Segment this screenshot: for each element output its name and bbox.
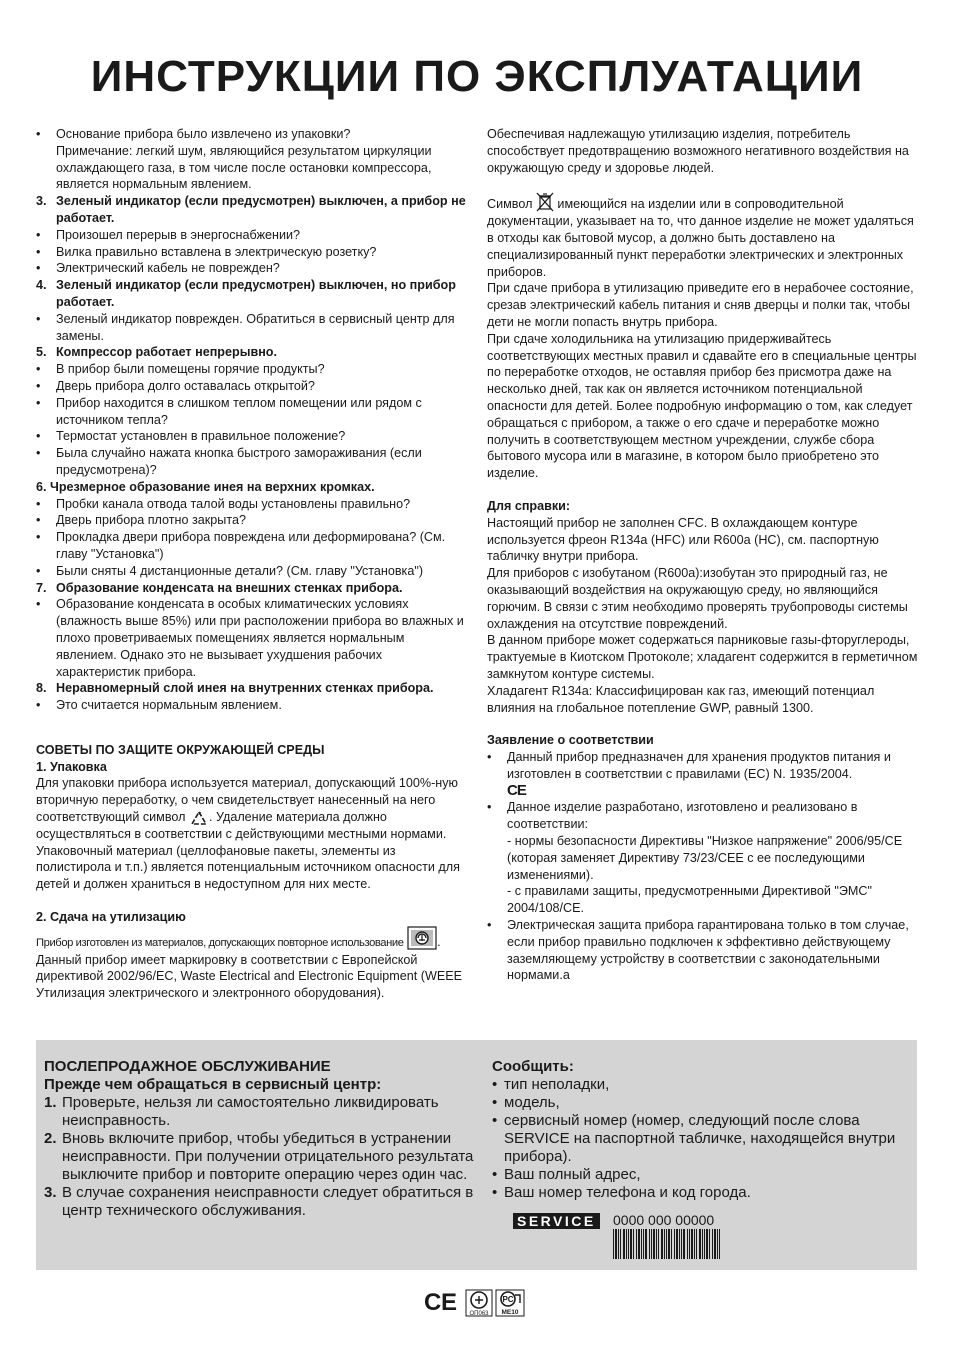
reference-line: Для приборов с изобутаном (R600a):изобутан это природный газ, не оказывающий воздействия на окружающую среду, но являющийся горючим. В связи с этим необходимо проверять трубопроводы системы охлаждения на отсутствие повреждений. — [487, 566, 908, 631]
barcode-bar — [714, 1229, 716, 1259]
list-item: • Была случайно нажата кнопка быстрого замораживания (если предусмотрена)? — [36, 446, 422, 477]
environment-heading: СОВЕТЫ ПО ЗАЩИТЕ ОКРУЖАЮЩЕЙ СРЕДЫ — [36, 742, 325, 757]
declaration-item: • Электрическая защита прибора гарантирована только в том случае, если прибор правильно подключен к эффективно действующему заземляющему устройству в соответствии с законодательными нормами.а — [487, 918, 909, 983]
svg-text:МЕ10: МЕ10 — [501, 1309, 519, 1316]
barcode-bar — [683, 1229, 685, 1259]
reference-line: В данном приборе может содержаться парниковые газы-фторуглероды, трактуемые в Киотском Протоколе; хладагент содержится в герметичном замкнутом контуре системы. — [487, 633, 918, 681]
list-item: • Основание прибора было извлечено из упаковки? Примечание: легкий шум, являющийся результатом циркуляции охлаждающего газа, в том числе после остановки компрессора, является нормальным явлением. — [36, 127, 432, 192]
barcode-bar — [668, 1229, 670, 1259]
packaging-heading: 1. Упаковка — [36, 759, 107, 774]
barcode-bar — [615, 1229, 617, 1259]
right-column — [487, 126, 919, 984]
recycle-icon — [189, 810, 209, 826]
certification-marks — [424, 1286, 534, 1318]
troubleshoot-heading: 6. Чрезмерное образование инея на верхних кромках. — [36, 479, 375, 494]
list-item: • Пробки канала отвода талой воды установлены правильно? — [36, 496, 411, 511]
report-item: • модель, — [492, 1094, 560, 1111]
page-title: ИНСТРУКЦИИ ПО ЭКСПЛУАТАЦИИ — [90, 52, 864, 101]
troubleshoot-heading: 3. Зеленый индикатор (если предусмотрен) выключен, а прибор не работает. — [36, 194, 466, 225]
barcode-bar — [658, 1229, 659, 1259]
service-badge: SERVICE — [513, 1213, 600, 1229]
list-item: • Произошел перерыв в энергоснабжении? — [36, 227, 301, 242]
reference-heading: Для справки: — [487, 498, 571, 513]
barcode-bar — [712, 1229, 713, 1259]
disposal-rules: При сдаче холодильника на утилизацию придерживайтесь соответствующих местных правил и сдавайте его в специальные центры по переработке отходов, не оставляя прибор без присмотра даже на несколько дней, так как он является источником потенциальной опасности для детей. Более подробную информацию о том, как следует обращаться с прибором, а также о его сдаче и переработке можно получить в соответствующем местном учреждении, службе сбора бытового мусора или в магазине, в котором было приобретено это изделие. — [487, 331, 917, 481]
barcode-bar — [653, 1229, 655, 1259]
list-item: • Вилка правильно вставлена в электрическую розетку? — [36, 244, 377, 259]
barcode-bar — [633, 1229, 634, 1259]
barcode-bar — [717, 1229, 718, 1259]
service-steps — [44, 1094, 474, 1220]
reference-text — [487, 515, 919, 717]
report-item: • сервисный номер (номер, следующий после слова SERVICE на паспортной табличке, находящейся внутри прибора). — [492, 1112, 896, 1165]
service-step: 1. Проверьте, нельзя ли самостоятельно ликвидировать неисправность. — [44, 1094, 439, 1129]
list-item: • Дверь прибора плотно закрыта? — [36, 513, 246, 528]
list-item: • Это считается нормальным явлением. — [36, 698, 282, 713]
barcode-bar — [674, 1229, 675, 1259]
troubleshoot-heading: 5. Компрессор работает непрерывно. — [36, 345, 277, 360]
troubleshooting-list — [36, 126, 466, 714]
barcode-bar — [656, 1229, 657, 1259]
barcode-bar — [661, 1229, 663, 1259]
barcode-bar — [641, 1229, 642, 1259]
list-item: • Электрический кабель не поврежден? — [36, 261, 280, 276]
barcode-bar — [664, 1229, 665, 1259]
service-left — [44, 1058, 474, 1220]
troubleshoot-heading: 8. Неравномерный слой инея на внутренних стенках прибора. — [36, 681, 434, 696]
disposal-instructions: При сдаче прибора в утилизацию приведите его в нерабочее состояние, срезав электрический кабель питания и сняв дверцы и полки так, чтобы дети не могли попасть внутрь прибора. — [487, 281, 914, 329]
barcode-bar — [706, 1229, 708, 1259]
crossed-bin-icon — [536, 192, 554, 212]
declaration-heading: Заявление о соответствии — [487, 733, 654, 748]
disposal-text: Данный прибор имеет маркировку в соответствии с Европейской директивой 2002/96/EC, Waste Electrical and Electronic Equipment (WEEE Утилизация электрического и электронного оборудования). — [36, 952, 463, 1001]
barcode-bar — [651, 1229, 652, 1259]
barcode-bar — [676, 1229, 678, 1259]
list-item: • Термостат установлен в правильное положение? — [36, 429, 346, 444]
barcode-bar — [613, 1229, 614, 1259]
list-item: • Были сняты 4 дистанционные детали? (См. главу "Установка") — [36, 563, 424, 578]
barcode-bar — [679, 1229, 680, 1259]
list-item: • Дверь прибора долго оставалась открытой? — [36, 378, 315, 393]
reference-line: Хладагент R134a: Классифицирован как газ, имеющий потенциал влияния на глобальное потепление GWP, равный 1300. — [487, 683, 875, 715]
list-item: • Образование конденсата в особых климатических условиях (влажность выше 85%) или при расположении прибора во влажных и плохо проветриваемых помещениях является нормальным явлением. Однако это не вызывает ухудшения рабочих характеристик прибора. — [36, 597, 464, 679]
service-step: 3. В случае сохранения неисправности следует обратиться в центр технического обслуживания. — [44, 1184, 474, 1219]
list-item: • Зеленый индикатор поврежден. Обратиться в сервисный центр для замены. — [36, 311, 455, 343]
barcode-bar — [719, 1229, 720, 1259]
barcode-bar — [643, 1229, 644, 1259]
service-subtitle: Прежде чем обращаться в сервисный центр: — [44, 1076, 382, 1093]
service-step: 2. Вновь включите прибор, чтобы убедиться в устранении неисправности. При получении отрицательного результата выключите прибор и повторите операцию через один час. — [44, 1130, 474, 1183]
troubleshoot-heading: 4. Зеленый индикатор (если предусмотрен) выключен, но прибор работает. — [36, 278, 456, 309]
ce-mark-icon: CE — [507, 781, 526, 799]
disposal-benefit-text: Обеспечивая надлежащую утилизацию изделия, потребитель способствует предотвращению возможного негативного воздействия на окружающую среду и здоровье людей. — [487, 127, 909, 175]
svg-text:E: E — [441, 1289, 458, 1316]
list-item: • Прибор находится в слишком теплом помещении или рядом с источником тепла? — [36, 395, 422, 427]
packaging-text: Для упаковки прибора используется материал, допускающий 100%-ную вторичную переработку, о чем свидетельствует нанесенный на него соответствующий символ . Удаление материала должно осуществляться в соответствии с действующими местными нормами. Упаковочный материал (целлофановые пакеты, элементы из полистирола и т.п.) является потенциальным источником опасности для детей и должен храниться в недоступном для них месте. — [36, 776, 460, 892]
eac-cert-icon — [466, 1290, 492, 1317]
barcode-bar — [694, 1229, 695, 1259]
report-item: • тип неполадки, — [492, 1076, 610, 1093]
barcode-bar — [649, 1229, 650, 1259]
troubleshoot-heading: 7. Образование конденсата на внешних стенках прибора. — [36, 580, 403, 595]
report-title: Сообщить: — [492, 1058, 574, 1075]
report-list — [492, 1076, 912, 1202]
declaration-item: • Данное изделие разработано, изготовлено и реализовано в соответствии: - нормы безопасности Директивы "Низкое напряжение" 2006/95/CE (которая заменяет Директиву 73/23/CEE с ее последующими изменениями). - с правилами защиты, предусмотренными Директивой "ЭМС" 2004/108/CE. — [487, 800, 903, 916]
svg-text:PC: PC — [502, 1295, 514, 1304]
barcode-bar — [638, 1229, 640, 1259]
disposal-heading: 2. Сдача на утилизацию — [36, 910, 186, 925]
pct-cert-icon — [496, 1290, 524, 1316]
barcode-bar — [623, 1229, 625, 1259]
barcode-bar — [626, 1229, 627, 1259]
left-column — [36, 126, 466, 1002]
list-item: • Прокладка двери прибора повреждена или деформирована? (См. главу "Установка") — [36, 530, 446, 561]
svg-text:ОП063: ОП063 — [469, 1311, 489, 1317]
declaration-item: • Данный прибор предназначен для хранения продуктов питания и изготовлен в соответствии с правилами (ЕС) N. 1935/2004. CE — [487, 750, 891, 799]
service-number: 0000 000 00000 — [613, 1212, 715, 1228]
barcode-bar — [630, 1229, 632, 1259]
report-item: • Ваш номер телефона и код города. — [492, 1184, 751, 1201]
symbol-paragraph: Символ имеющийся на изделии или в сопроводительной документации, указывает на то, что данное изделие не может удаляться в отходы как бытовой мусор, а должно быть доставлено на специализированный пункт переработки электрических и электронных приборов. — [487, 192, 919, 280]
barcode-bar — [636, 1229, 637, 1259]
barcode-bar — [681, 1229, 682, 1259]
ce-logo-icon: C — [424, 1289, 442, 1316]
barcode-bar — [709, 1229, 710, 1259]
disposal-small-text: Прибор изготовлен из материалов, допускающих повторное использование . — [36, 926, 466, 952]
service-right — [492, 1058, 912, 1202]
barcode-bar — [618, 1229, 619, 1259]
barcode-bar — [645, 1229, 647, 1259]
barcode-bar — [704, 1229, 705, 1259]
recycled-material-icon — [407, 926, 437, 950]
list-item: • В прибор были помещены горячие продукты? — [36, 362, 325, 377]
report-item: • Ваш полный адрес, — [492, 1166, 641, 1183]
barcode-bar — [620, 1229, 621, 1259]
barcode-bar — [696, 1229, 697, 1259]
barcode-bar — [666, 1229, 667, 1259]
barcode-bar — [699, 1229, 701, 1259]
barcode-bar — [689, 1229, 690, 1259]
barcode-bar — [691, 1229, 693, 1259]
barcode-bar — [671, 1229, 672, 1259]
service-title: ПОСЛЕПРОДАЖНОЕ ОБСЛУЖИВАНИЕ — [44, 1058, 331, 1075]
reference-line: Настоящий прибор не заполнен CFC. В охлаждающем контуре используется фреон R134a (HFC) или R600a (HC), см. паспортную табличку внутри прибора. — [487, 515, 879, 564]
barcode-bar — [628, 1229, 629, 1259]
barcode-bar — [702, 1229, 703, 1259]
barcode-bar — [687, 1229, 688, 1259]
barcode-icon — [613, 1229, 723, 1259]
